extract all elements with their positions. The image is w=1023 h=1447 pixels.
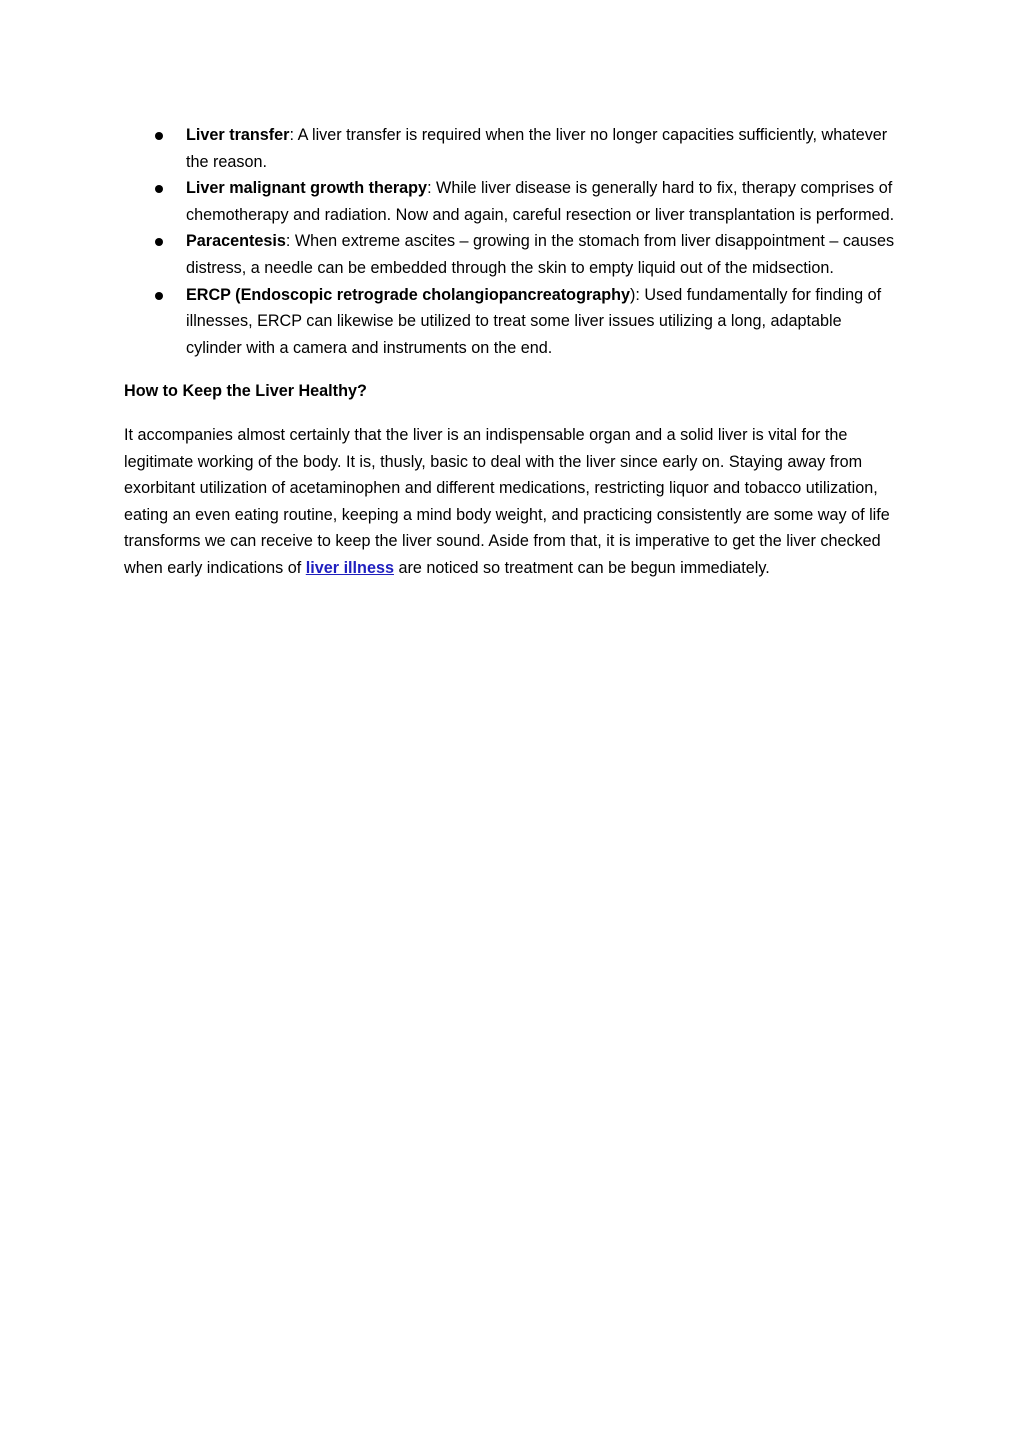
body-paragraph bbox=[124, 422, 900, 582]
list-item bbox=[124, 282, 900, 362]
bullet-text: : While liver disease is generally hard to fix, therapy comprises of chemotherapy and radiation. Now and again, careful resection or liver transplantation is performed. bbox=[186, 179, 895, 224]
bullet-text: : A liver transfer is required when the liver no longer capacities sufficiently, whatever the reason. bbox=[186, 126, 888, 171]
paragraph-text-after-link: are noticed so treatment can be begun immediately. bbox=[393, 558, 770, 577]
bullet-term: Paracentesis bbox=[186, 232, 286, 251]
bullet-text: : When extreme ascites – growing in the stomach from liver disappointment – causes distress, a needle can be embedded through the skin to empty liquid out of the midsection. bbox=[186, 232, 895, 277]
document-content bbox=[124, 122, 900, 582]
bullet-icon bbox=[155, 292, 163, 300]
list-item bbox=[124, 175, 900, 228]
bullet-icon bbox=[155, 238, 163, 246]
section-heading: How to Keep the Liver Healthy? bbox=[124, 382, 367, 401]
bullet-term: Liver malignant growth therapy bbox=[186, 179, 428, 198]
bullet-term: ERCP (Endoscopic retrograde cholangiopancreatography bbox=[186, 285, 631, 304]
list-item bbox=[124, 122, 900, 175]
liver-illness-link[interactable]: liver illness bbox=[305, 558, 394, 577]
treatment-bullet-list bbox=[124, 122, 900, 361]
bullet-icon bbox=[155, 185, 163, 193]
bullet-icon bbox=[155, 132, 163, 140]
bullet-term: Liver transfer bbox=[186, 126, 290, 144]
list-item bbox=[124, 228, 900, 281]
bullet-text: ): Used fundamentally for finding of illnesses, ERCP can likewise be utilized to treat some liver issues utilizing a long, adaptable cylinder with a camera and instruments on the end. bbox=[186, 285, 882, 357]
paragraph-text-before-link: It accompanies almost certainly that the liver is an indispensable organ and a solid liver is vital for the legitimate working of the body. It is, thusly, basic to deal with the liver since early on. Staying away from exorbitant utilization of acetaminophen and different medications, restricting liquor and tobacco utilization, eating an even eating routine, keeping a mind body weight, and practicing consistently are some way of life transforms we can receive to keep the liver sound. Aside from that, it is imperative to get the liver checked when early indications of bbox=[124, 425, 890, 577]
